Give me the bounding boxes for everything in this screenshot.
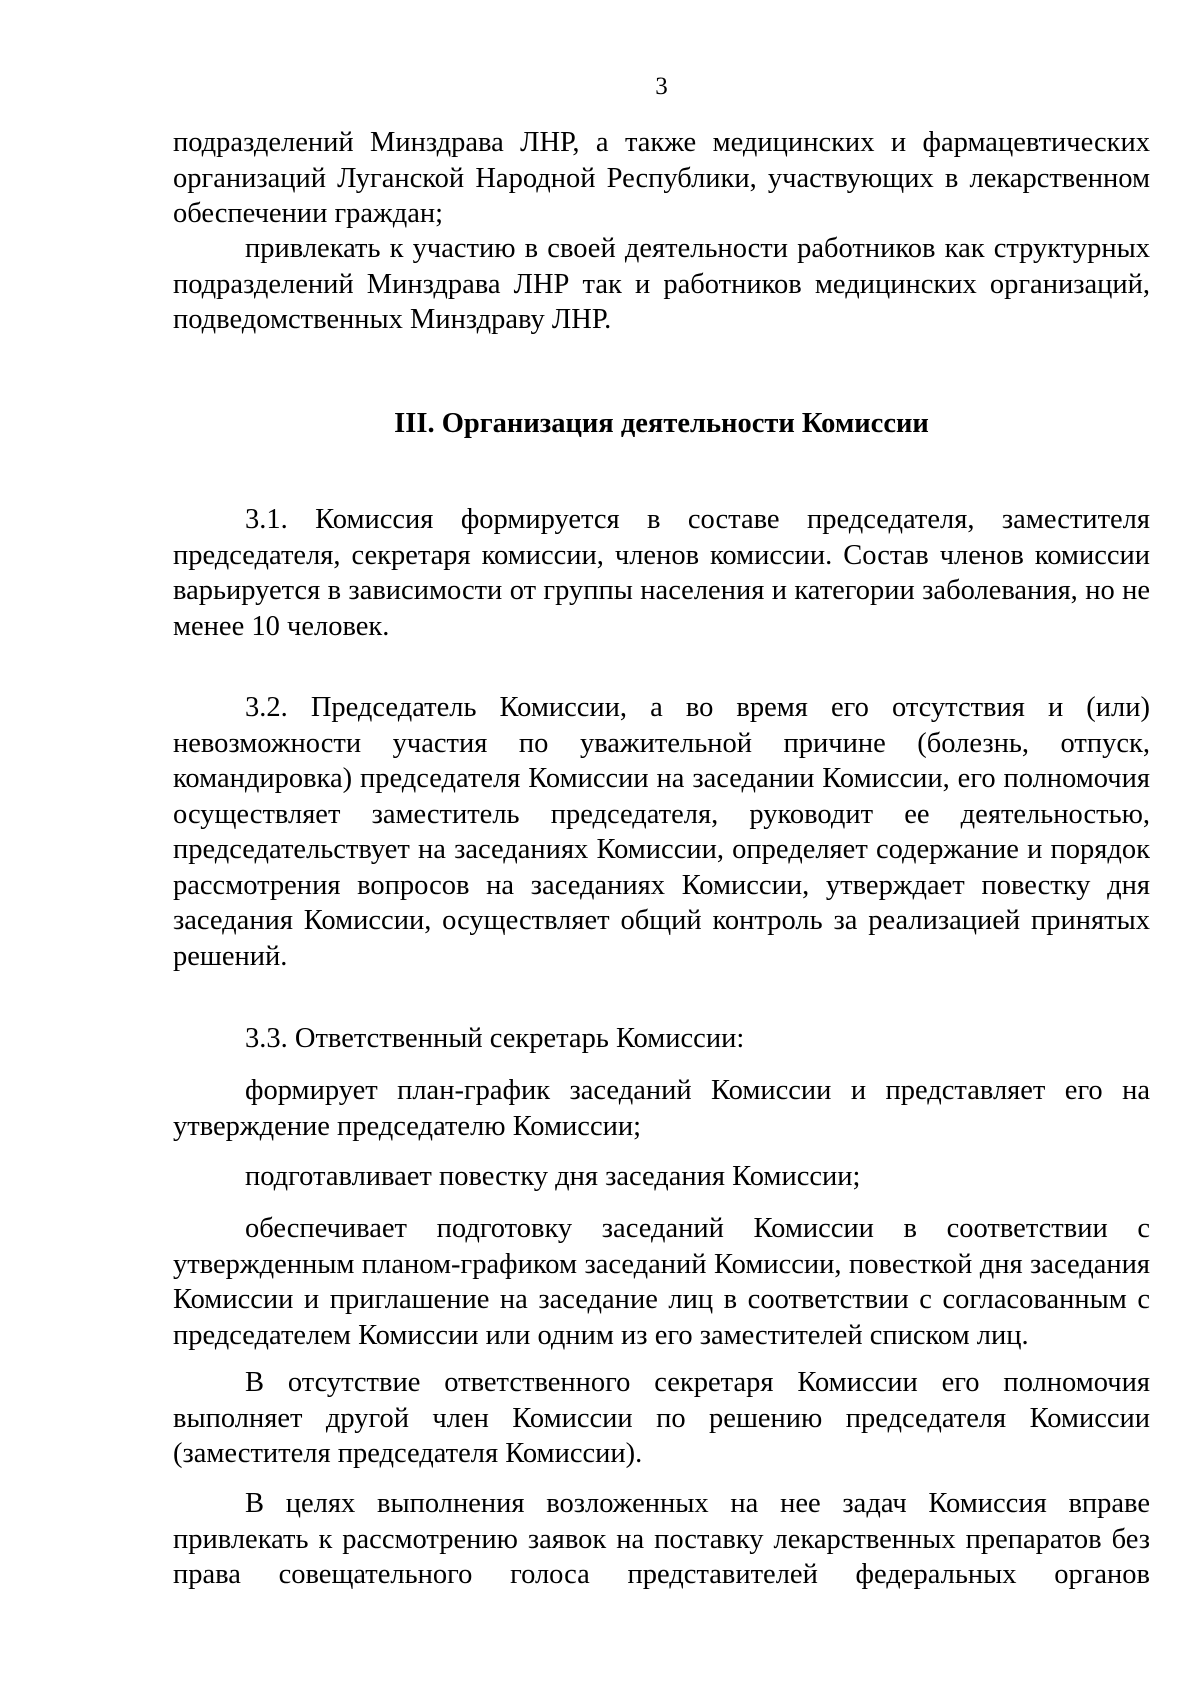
paragraph-text: 3.3. Ответственный секретарь Комиссии: [245,1023,745,1054]
paragraph-text: подготавливает повестку дня заседания Комиссии; [245,1161,861,1192]
paragraph-text: В целях выполнения возложенных на нее задач Комиссия вправе привлекать к рассмотрению заявок на поставку лекарственных препаратов без права совещательного голоса представителей федеральных органов [173,1488,1150,1590]
paragraph-involve-staff [173,231,1150,338]
paragraph-3-3-agenda [173,1159,1150,1195]
paragraph-text: привлекать к участию в своей деятельности работников как структурных подразделений Минздрава ЛНР так и работников медицинских организаций, подведомственных Минздраву ЛНР. [173,233,1150,335]
page-number: 3 [655,73,668,100]
paragraph-text: обеспечивает подготовку заседаний Комиссии в соответствии с утвержденным планом-графиком заседаний Комиссии, повесткой дня заседания Комиссии и приглашение на заседание лиц в соответствии с согласованным с председателем Комиссии или одним из его заместителей списком лиц. [173,1213,1150,1351]
paragraph-3-3-plan [173,1073,1150,1144]
document-page [173,0,1150,1697]
paragraph-text: В отсутствие ответственного секретаря Комиссии его полномочия выполняет другой член Комиссии по решению председателя Комиссии (заместителя председателя Комиссии). [173,1367,1150,1469]
paragraph-3-3-preparation [173,1211,1150,1353]
paragraph-absence [173,1365,1150,1472]
paragraph-3-2 [173,690,1150,974]
paragraph-text: 3.1. Комиссия формируется в составе председателя, заместителя председателя, секретаря комиссии, членов комиссии. Состав членов комиссии варьируется в зависимости от группы населения и категории заболевания, но не менее 10 человек. [173,504,1150,642]
paragraph-text: формирует план-график заседаний Комиссии и представляет его на утверждение председателю Комиссии; [173,1075,1150,1142]
paragraph-3-3 [173,1021,1150,1057]
paragraph-goals [173,1486,1150,1593]
paragraph-3-1 [173,502,1150,644]
paragraph-continuation [173,125,1150,232]
section-heading: III. Организация деятельности Комиссии [394,408,929,439]
paragraph-text: 3.2. Председатель Комиссии, а во время его отсутствия и (или) невозможности участия по уважительной причине (болезнь, отпуск, командировка) председателя Комиссии на заседании Комиссии, его полномочия осуществляет заместитель председателя, руководит ее деятельностью, председательствует на заседаниях Комиссии, определяет содержание и порядок рассмотрения вопросов на заседаниях Комиссии, утверждает повестку дня заседания Комиссии, осуществляет общий контроль за реализацией принятых решений. [173,692,1150,972]
paragraph-text: подразделений Минздрава ЛНР, а также медицинских и фармацевтических организаций Луганской Народной Республики, участвующих в лекарственном обеспечении граждан; [173,127,1150,229]
